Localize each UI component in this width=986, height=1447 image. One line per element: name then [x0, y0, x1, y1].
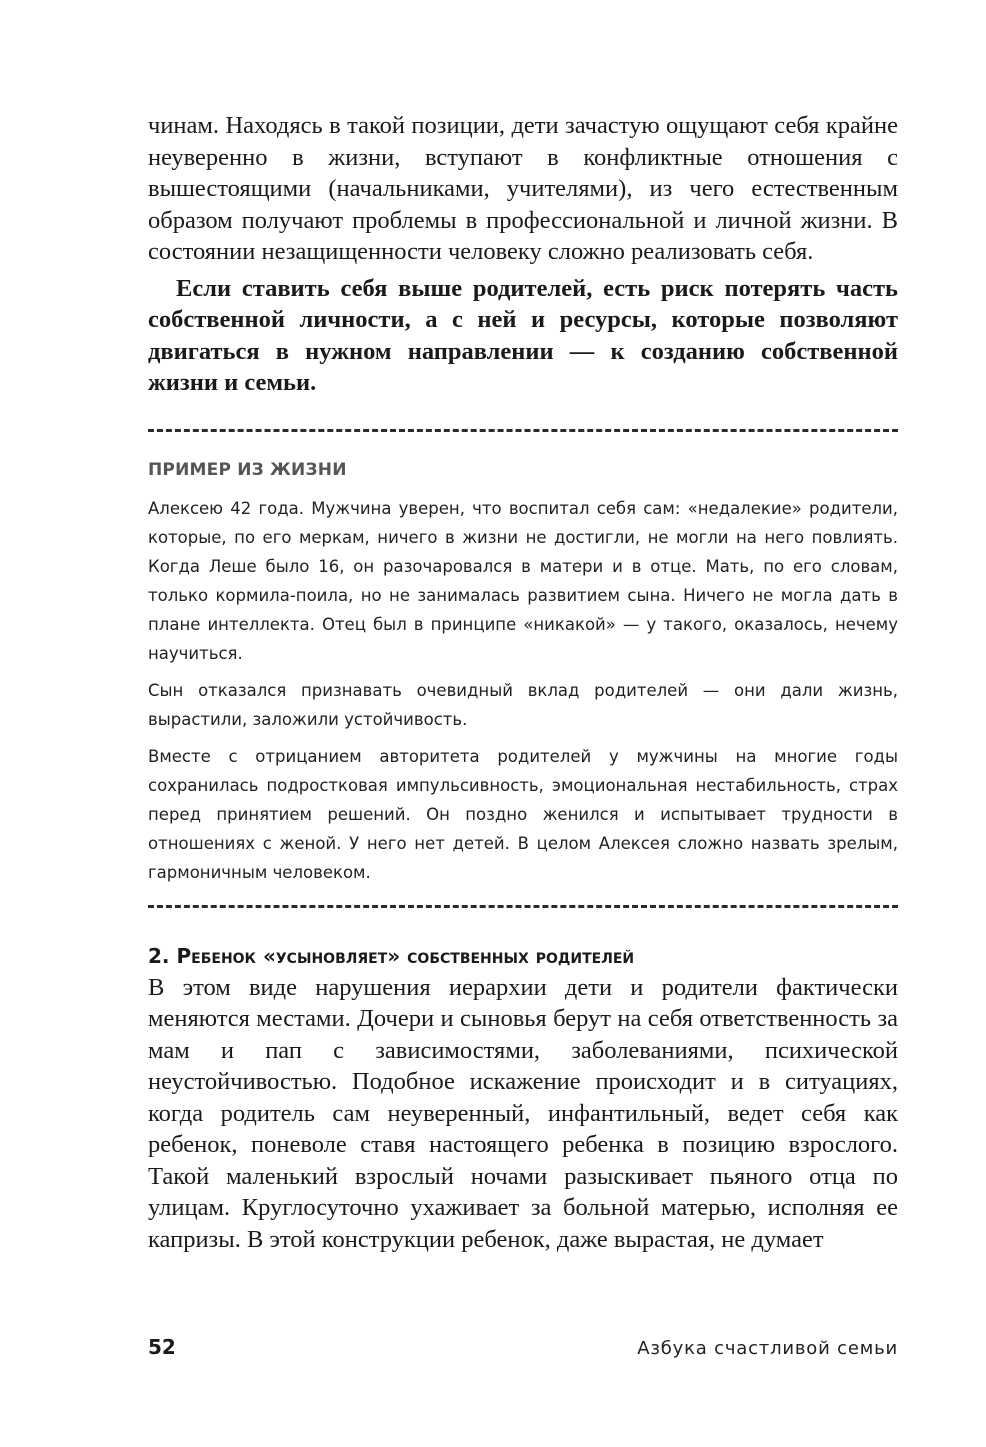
- example-paragraph: Сын отказался признавать очевидный вклад родителей — они дали жизнь, вырастили, заложили устойчивость.: [148, 680, 898, 729]
- section-heading: [148, 944, 898, 968]
- example-title: ПРИМЕР ИЗ ЖИЗНИ: [148, 459, 347, 480]
- example-paragraph: Алексею 42 года. Мужчина уверен, что воспитал себя сам: «недалекие» родители, которые, по его меркам, ничего в жизни не достигли, не могли на него повлиять. Когда Леше было 16, он разочаровался в матери и в отце. Мать, по его словам, только кормила-поила, но не занималась развитием сына. Ничего не могла дать в плане интеллекта. Отец был в принципе «никакой» — у такого, оказалось, нечему научиться.: [148, 498, 898, 663]
- example-paragraph: Вместе с отрицанием авторитета родителей у мужчины на многие годы сохранилась подростковая импульсивность, эмоциональная нестабильность, страх перед принятием решений. Он поздно женился и испытывает трудности в отношениях с женой. У него нет детей. В целом Алексея сложно назвать зрелым, гармоничным человеком.: [148, 746, 898, 882]
- dashed-divider-bottom: [148, 905, 898, 908]
- bold-emphasis-paragraph: Если ставить себя выше родителей, есть риск потерять часть собственной личности, а с ней и ресурсы, которые позволяют двигаться в нужном направлении — к созданию собственной жизни и семьи.: [148, 274, 898, 396]
- page-body: [148, 110, 898, 1255]
- section-number: 2.: [148, 943, 170, 968]
- body-paragraph: чинам. Находясь в такой позиции, дети зачастую ощущают себя крайне неуверенно в жизни, вступают в конфликтные отношения с вышестоящими (начальниками, учителями), из чего естественным образом получают проблемы в профессиональной и личной жизни. В состоянии незащищенности человеку сложно реализовать себя.: [148, 112, 898, 265]
- page-number: 52: [148, 1335, 176, 1359]
- dashed-divider-top: [148, 429, 898, 432]
- running-title: Азбука счастливой семьи: [637, 1338, 898, 1359]
- section-title: Ребенок «усыновляет» собственных родителей: [176, 943, 635, 968]
- section-paragraph: В этом виде нарушения иерархии дети и родители фактически меняются местами. Дочери и сыновья берут на себя ответственность за мам и пап с зависимостями, заболеваниями, психической неустойчивостью. Подобное искажение происходит и в ситуациях, когда родитель сам неуверенный, инфантильный, ведет себя как ребенок, поневоле ставя настоящего ребенка в позицию взрослого. Такой маленький взрослый ночами разыскивает пьяного отца по улицам. Круглосуточно ухаживает за больной матерью, исполняя ее капризы. В этой конструкции ребенок, даже вырастая, не думает: [148, 973, 898, 1253]
- page-footer: [148, 1335, 898, 1359]
- example-box: [148, 460, 898, 887]
